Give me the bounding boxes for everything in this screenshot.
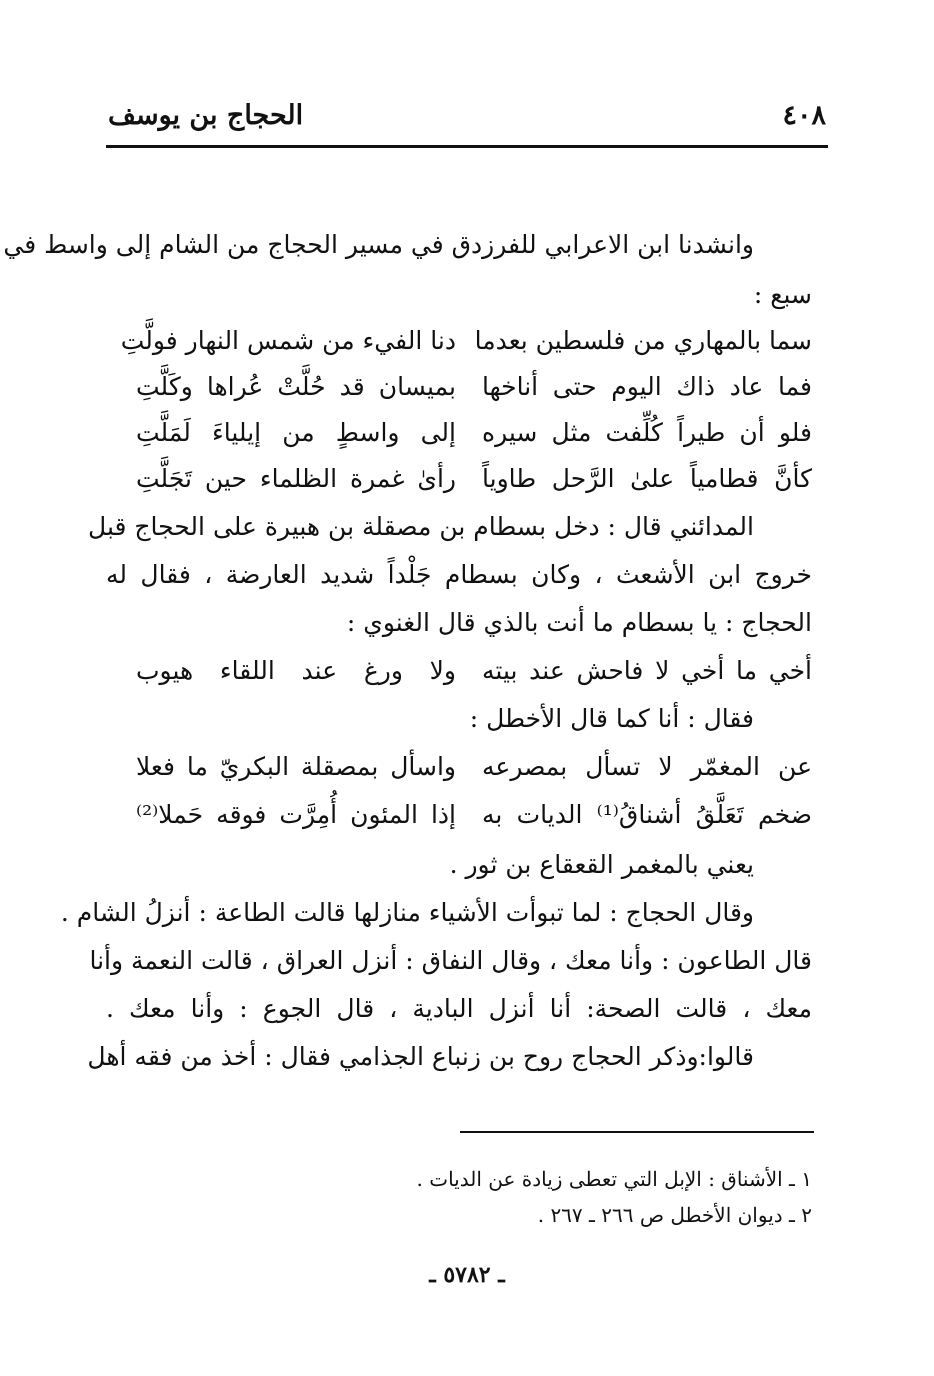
text-line: الحجاج : يا بسطام ما أنت بالذي قال الغنوي : [346, 608, 812, 637]
text-line: معك ، قالت الصحة: أنا أنزل البادية ، قال الجوع : وأنا معك . [106, 994, 812, 1023]
verse-first-hemistich: عن المغمّر لا تسأل بمصرعه [482, 752, 812, 781]
page-number: ٤٠٨ [782, 100, 826, 131]
verse-line [106, 364, 812, 410]
verse-second-hemistich: بميسان قد حُلَّتْ عُراها وكَلَّتِ [136, 372, 456, 401]
verse-second-hemistich: رأىٰ غمرة الظلماء حين تَجَلَّتِ [136, 464, 456, 493]
verse-line [106, 410, 812, 456]
verse-second-hemistich: إلى واسطٍ من إيلياءَ لَمَلَّتِ [136, 418, 456, 447]
verse-second-hemistich: واسأل بمصقلة البكريّ ما فعلا [136, 752, 456, 781]
text-line: قال الطاعون : وأنا معك ، وقال النفاق : أنزل العراق ، قالت النعمة وأنا [89, 946, 812, 975]
page-header [108, 96, 826, 146]
text-line: قالوا:وذكر الحجاج روح بن زنباع الجذامي فقال : أخذ من فقه أهل [87, 1042, 754, 1071]
text-line: المدائني قال : دخل بسطام بن مصقلة بن هبيرة على الحجاج قبل [88, 512, 754, 541]
verse-first-hemistich: فما عاد ذاك اليوم حتى أناخها [482, 372, 812, 401]
text-line: وقال الحجاج : لما تبوأت الأشياء منازلها قالت الطاعة : أنزلُ الشام . [60, 898, 754, 927]
text-line: وانشدنا ابن الاعرابي للفرزدق في مسير الحجاج من الشام إلى واسط في [3, 230, 754, 259]
verse-first-hemistich: أخي ما أخي لا فاحش عند بيته [482, 656, 812, 685]
header-rule [106, 145, 828, 148]
verse-line [106, 744, 812, 790]
verse-second-hemistich: ولا ورغ عند اللقاء هيوب [136, 656, 456, 685]
text-line: خروج ابن الأشعث ، وكان بسطام جَلْداً شديد العارضة ، فقال له [106, 560, 812, 589]
verse-line [106, 318, 812, 364]
text-line: يعني بالمغمر القعقاع بن ثور . [449, 850, 754, 879]
text-line: سبع : [753, 280, 812, 309]
verse-first-hemistich: فلو أن طيراً كُلِّفت مثل سيره [482, 418, 812, 447]
footnote-rule [460, 1131, 814, 1133]
verse-line [106, 456, 812, 502]
running-title: الحجاج بن يوسف [108, 100, 304, 131]
footnote: ٢ ـ ديوان الأخطل ص ٢٦٦ ـ ٢٦٧ . [537, 1203, 812, 1227]
verse-first-hemistich: ضخم تَعَلَّقُ أشناقُ⁽¹⁾ الديات به [482, 800, 812, 829]
footnote: ١ ـ الأشناق : الإبل التي تعطى زيادة عن الديات . [416, 1167, 812, 1191]
verse-second-hemistich: دنا الفيء من شمس النهار فولَّتِ [120, 326, 456, 355]
text-line: فقال : أنا كما قال الأخطل : [469, 704, 754, 733]
verse-first-hemistich: كأنَّ قطامياً علىٰ الرَّحل طاوياً [482, 464, 812, 493]
verse-second-hemistich: إذا المئون أُمِرَّت فوقه حَملا⁽²⁾ [136, 800, 456, 829]
verse-line [106, 648, 812, 694]
folio-number: ـ ٥٧٨٢ ـ [429, 1262, 505, 1288]
verse-line [106, 792, 812, 838]
verse-first-hemistich: سما بالمهاري من فلسطين بعدما [474, 326, 812, 355]
